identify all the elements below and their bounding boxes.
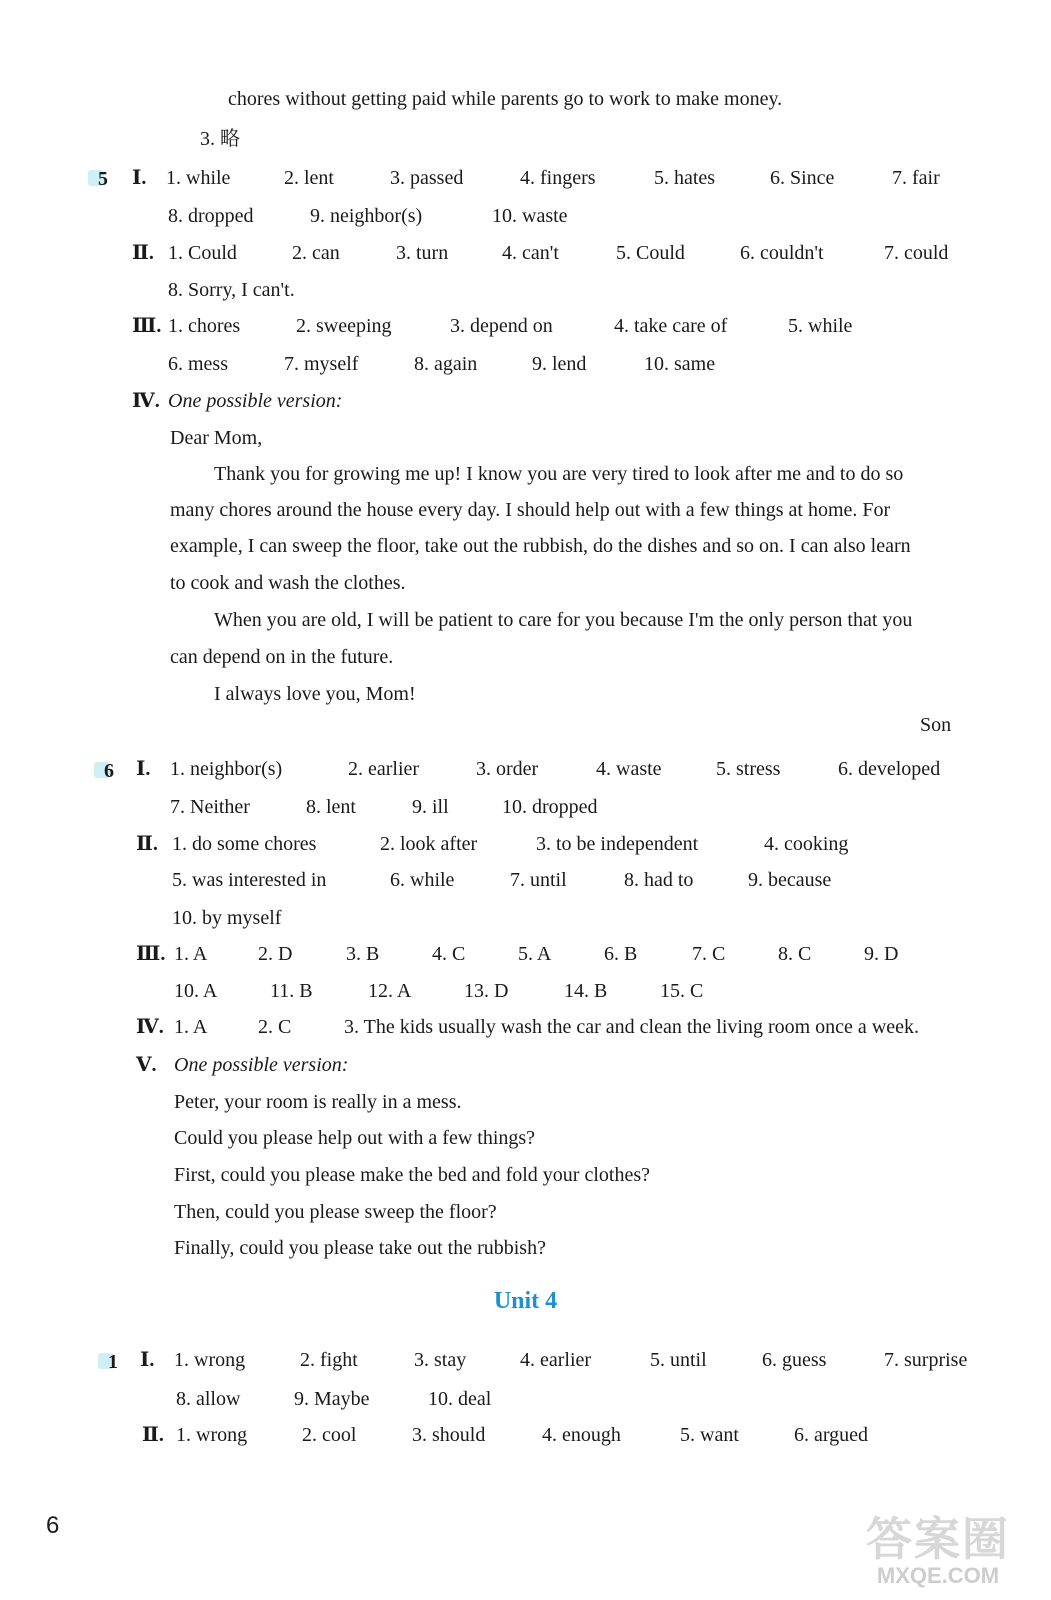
answer-item: 1. chores [168, 315, 241, 337]
answer-row [136, 941, 1016, 967]
answer-item: 9. neighbor(s) [310, 205, 423, 227]
answer-item: 8. had to [624, 869, 694, 891]
answer-item: 8. again [414, 353, 478, 375]
roman-numeral: Ⅱ. [142, 1424, 164, 1446]
answer-item: 8. C [778, 943, 812, 965]
roman-numeral: Ⅳ. [136, 1016, 164, 1038]
answer-item: 5. while [788, 315, 853, 337]
answer-item: 4. waste [596, 758, 662, 780]
answer-item: 9. Maybe [294, 1388, 370, 1410]
answer-item: 10. A [174, 980, 218, 1002]
answer-line: Then, could you please sweep the floor? [174, 1201, 497, 1223]
answer-row [132, 313, 1012, 339]
answer-item: 2. fight [300, 1349, 358, 1371]
answer-item: 7. could [884, 242, 949, 264]
answer-item: 1. wrong [176, 1424, 248, 1446]
answer-item: 7. until [510, 869, 567, 891]
answer-row [136, 1014, 1016, 1040]
answer-item: 7. fair [892, 167, 940, 189]
answer-item: 9. D [864, 943, 899, 965]
answer-row [170, 794, 1010, 820]
unit-title: Unit 4 [493, 1288, 558, 1314]
letter-line: to cook and wash the clothes. [170, 572, 406, 594]
section-number: 6 [98, 760, 120, 782]
letter-line: When you are old, I will be patient to care for you because I'm the only person that you [214, 609, 913, 631]
answer-item: 6. mess [168, 353, 228, 375]
answer-line: First, could you please make the bed and fold your clothes? [174, 1164, 650, 1186]
watermark [843, 1514, 1033, 1594]
letter-line: can depend on in the future. [170, 646, 394, 668]
answer-item: 10. deal [428, 1388, 492, 1410]
roman-numeral: Ⅰ. [136, 758, 151, 780]
answer-item: 6. guess [762, 1349, 827, 1371]
page-number: 6 [46, 1512, 60, 1539]
answer-item: 4. C [432, 943, 466, 965]
letter-line: example, I can sweep the floor, take out the rubbish, do the dishes and so on. I can also learn [170, 535, 911, 557]
answer-item: 11. B [270, 980, 313, 1002]
answer-item: 8. lent [306, 796, 356, 818]
answer-row [176, 1386, 1016, 1412]
answer-line: chores without getting paid while parents go to work to make money. [228, 88, 783, 110]
watermark-url: MXQE.COM [876, 1563, 1000, 1588]
answer-item: 1. Could [168, 242, 237, 264]
section-number: 1 [102, 1351, 124, 1373]
answer-row [132, 165, 1012, 191]
answer-item: 6. couldn't [740, 242, 824, 264]
answer-row [132, 388, 732, 414]
answer-item: 2. look after [380, 833, 478, 855]
answer-item: 2. C [258, 1016, 292, 1038]
answer-item: 1. while [166, 167, 231, 189]
answer-row [168, 203, 1008, 229]
answer-item: 7. Neither [170, 796, 250, 818]
roman-numeral: Ⅰ. [140, 1349, 155, 1371]
answer-row [168, 351, 1008, 377]
answer-item: 2. D [258, 943, 293, 965]
answer-item: 3. to be independent [536, 833, 699, 855]
answer-item: 6. while [390, 869, 455, 891]
answer-row [172, 867, 1012, 893]
answer-item: 4. enough [542, 1424, 621, 1446]
answer-item: 3. The kids usually wash the car and clean the living room once a week. [344, 1016, 920, 1038]
answer-item: 10. same [644, 353, 716, 375]
answer-item: 1. neighbor(s) [170, 758, 283, 780]
roman-numeral: Ⅴ. [136, 1054, 157, 1076]
answer-item: 13. D [464, 980, 509, 1002]
answer-line: Could you please help out with a few things? [174, 1127, 536, 1149]
answer-item: 8. allow [176, 1388, 241, 1410]
answer-row [142, 1422, 1022, 1448]
roman-numeral: Ⅲ. [136, 943, 166, 965]
answer-item: 6. Since [770, 167, 835, 189]
answer-item: 12. A [368, 980, 412, 1002]
answer-item: 3. passed [390, 167, 464, 189]
answer-item: 9. because [748, 869, 832, 891]
answer-line: Peter, your room is really in a mess. [174, 1091, 462, 1113]
answer-item: 5. Could [616, 242, 685, 264]
answer-item: 2. cool [302, 1424, 357, 1446]
letter-signature: Son [920, 714, 952, 736]
answer-item: 8. Sorry, I can't. [168, 279, 295, 301]
section-number: 5 [92, 168, 114, 190]
answer-item: 6. B [604, 943, 638, 965]
answer-item: 14. B [564, 980, 608, 1002]
answer-item: 2. sweeping [296, 315, 392, 337]
watermark-logo: 答案圈 [866, 1513, 1010, 1565]
answer-item: 5. want [680, 1424, 739, 1446]
letter-line: Thank you for growing me up! I know you are very tired to look after me and to do so [214, 463, 904, 485]
answer-item: 4. fingers [520, 167, 596, 189]
roman-numeral: Ⅲ. [132, 315, 162, 337]
answer-item: 2. can [292, 242, 340, 264]
answer-item: 5. A [518, 943, 552, 965]
answer-item: 3. turn [396, 242, 449, 264]
answer-row [136, 756, 1016, 782]
answer-item: 15. C [660, 980, 704, 1002]
answer-item: 9. lend [532, 353, 587, 375]
answer-item: 1. wrong [174, 1349, 246, 1371]
roman-numeral: Ⅱ. [136, 833, 158, 855]
answer-item: 4. take care of [614, 315, 728, 337]
answer-item: 3. should [412, 1424, 486, 1446]
letter-greeting: Dear Mom, [170, 427, 263, 449]
answer-item: 7. C [692, 943, 726, 965]
answer-row [136, 1052, 736, 1078]
answer-row [132, 240, 1012, 266]
letter-line: many chores around the house every day. I should help out with a few things at home. For [170, 499, 891, 521]
answer-item: 3. depend on [450, 315, 553, 337]
answer-row [136, 831, 1016, 857]
roman-numeral: Ⅰ. [132, 167, 147, 189]
answer-line: Finally, could you please take out the rubbish? [174, 1237, 546, 1259]
answer-item: 3. B [346, 943, 380, 965]
answer-item: 10. waste [492, 205, 568, 227]
answer-item: 3. stay [414, 1349, 467, 1371]
roman-numeral: Ⅱ. [132, 242, 154, 264]
answer-item: 5. stress [716, 758, 781, 780]
version-heading: One possible version: [168, 390, 343, 412]
answer-item: 2. lent [284, 167, 334, 189]
answer-item: 4. cooking [764, 833, 849, 855]
answer-item: 10. dropped [502, 796, 598, 818]
answer-item: 6. argued [794, 1424, 869, 1446]
answer-item: 6. developed [838, 758, 941, 780]
version-heading: One possible version: [174, 1054, 349, 1076]
answer-item: 9. ill [412, 796, 449, 818]
answer-row [172, 905, 572, 931]
answer-item: 7. surprise [884, 1349, 968, 1371]
answer-item: 5. was interested in [172, 869, 327, 891]
answer-item: 10. by myself [172, 907, 282, 929]
answer-item: 5. until [650, 1349, 707, 1371]
answer-item: 1. A [174, 1016, 208, 1038]
answer-item: 4. can't [502, 242, 559, 264]
answer-item: 5. hates [654, 167, 716, 189]
answer-item: 4. earlier [520, 1349, 592, 1371]
answer-row [140, 1347, 1020, 1373]
answer-item: 2. earlier [348, 758, 420, 780]
roman-numeral: Ⅳ. [132, 390, 160, 412]
letter-line: I always love you, Mom! [214, 683, 416, 705]
answer-row [174, 978, 1014, 1004]
answer-item: 8. dropped [168, 205, 254, 227]
answer-item: 1. do some chores [172, 833, 317, 855]
answer-line: 3. 略 [200, 128, 240, 150]
answer-item: 7. myself [284, 353, 359, 375]
answer-item: 1. A [174, 943, 208, 965]
answer-row [168, 277, 568, 303]
answer-item: 3. order [476, 758, 539, 780]
